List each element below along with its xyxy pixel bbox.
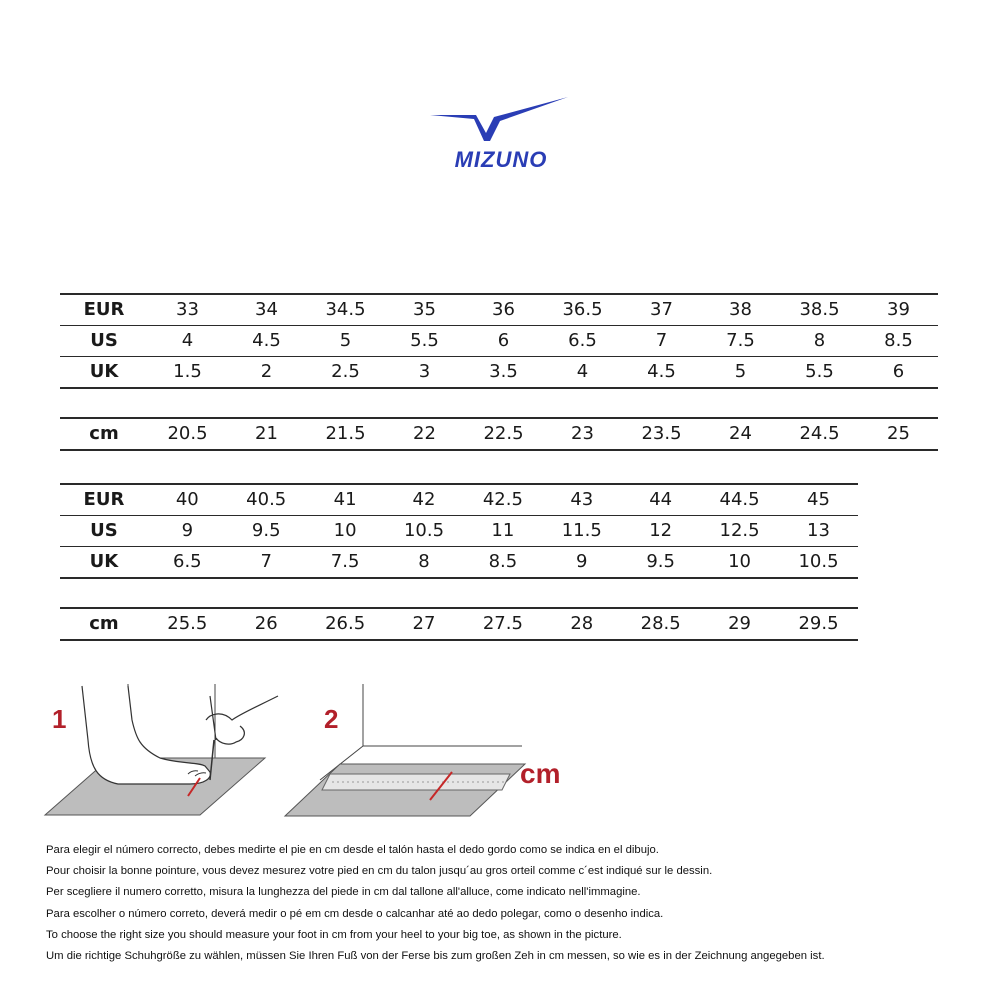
size-cell: 1.5 (148, 357, 227, 389)
size-cell: 34.5 (306, 294, 385, 326)
size-cell: 29 (700, 608, 779, 640)
size-cell: 2 (227, 357, 306, 389)
size-cell: 21 (227, 418, 306, 450)
eur-label: EUR (60, 484, 148, 516)
uk-row (60, 547, 858, 579)
size-cell: 6.5 (543, 326, 622, 357)
size-cell: 8 (780, 326, 859, 357)
instruction-es: Para elegir el número correcto, debes medirte el pie en cm desde el talón hasta el dedo gordo como se indica en el dibujo. (46, 844, 659, 856)
size-cell: 23 (543, 418, 622, 450)
cm-label: cm (60, 608, 148, 640)
size-cell: 5.5 (385, 326, 464, 357)
size-cell: 25.5 (148, 608, 227, 640)
cm-row (60, 608, 858, 640)
size-cell: 26 (227, 608, 306, 640)
size-cell: 12 (621, 516, 700, 547)
size-cell: 29.5 (779, 608, 858, 640)
size-chart-table-1 (60, 293, 938, 451)
size-cell: 23.5 (622, 418, 701, 450)
size-cell: 7 (622, 326, 701, 357)
step-1-number: 1 (52, 704, 67, 734)
size-cell: 34 (227, 294, 306, 326)
measurement-illustrations (40, 680, 600, 820)
spacer-row (60, 388, 938, 418)
brand-wordmark: MIZUNO (454, 147, 548, 171)
size-cell: 4 (148, 326, 227, 357)
size-cell: 27.5 (463, 608, 542, 640)
size-cell: 9 (148, 516, 227, 547)
size-cell: 45 (779, 484, 858, 516)
size-cell: 40.5 (227, 484, 306, 516)
size-cell: 39 (859, 294, 938, 326)
spacer-row (60, 578, 858, 608)
size-cell: 2.5 (306, 357, 385, 389)
size-cell: 24.5 (780, 418, 859, 450)
mizuno-logo (428, 95, 574, 171)
size-cell: 25 (859, 418, 938, 450)
size-cell: 7.5 (306, 547, 385, 579)
size-cell: 41 (306, 484, 385, 516)
instruction-de: Um die richtige Schuhgröße zu wählen, müssen Sie Ihren Fuß von der Ferse bis zum großen Zeh in cm messen, so wie es in der Zeichnung angegeben ist. (46, 949, 825, 962)
size-cell: 24 (701, 418, 780, 450)
size-cell: 38.5 (780, 294, 859, 326)
size-cell: 7 (227, 547, 306, 579)
size-cell: 35 (385, 294, 464, 326)
instruction-pt: Para escolher o número correto, deverá medir o pé em cm desde o calcanhar até ao dedo polegar, como o desenho indica. (46, 907, 664, 920)
size-cell: 6 (464, 326, 543, 357)
size-cell: 5.5 (780, 357, 859, 389)
size-cell: 26.5 (306, 608, 385, 640)
size-cell: 36 (464, 294, 543, 326)
size-cell: 4.5 (227, 326, 306, 357)
ruler-measure-illustration (285, 684, 525, 816)
size-cell: 6 (859, 357, 938, 389)
size-cell: 3.5 (464, 357, 543, 389)
size-cell: 44.5 (700, 484, 779, 516)
size-cell: 11 (463, 516, 542, 547)
size-cell: 4.5 (622, 357, 701, 389)
size-cell: 9 (542, 547, 621, 579)
size-cell: 7.5 (701, 326, 780, 357)
size-cell: 33 (148, 294, 227, 326)
uk-label: UK (60, 547, 148, 579)
step-2-number: 2 (324, 704, 339, 734)
size-cell: 40 (148, 484, 227, 516)
size-cell: 21.5 (306, 418, 385, 450)
us-row (60, 326, 938, 357)
instruction-fr: Pour choisir la bonne pointure, vous devez mesurez votre pied en cm du talon jusqu´au gros orteil comme c´est indiqué sur le dessin. (46, 865, 713, 878)
size-cell: 11.5 (542, 516, 621, 547)
size-cell: 12.5 (700, 516, 779, 547)
size-cell: 4 (543, 357, 622, 389)
us-label: US (60, 326, 148, 357)
eur-row (60, 484, 858, 516)
size-cell: 44 (621, 484, 700, 516)
us-label: US (60, 516, 148, 547)
size-cell: 20.5 (148, 418, 227, 450)
size-cell: 22.5 (464, 418, 543, 450)
size-cell: 43 (542, 484, 621, 516)
size-cell: 28.5 (621, 608, 700, 640)
size-chart-table-2 (60, 483, 858, 641)
size-cell: 10 (700, 547, 779, 579)
size-cell: 28 (542, 608, 621, 640)
us-row (60, 516, 858, 547)
size-cell: 13 (779, 516, 858, 547)
instruction-it: Per scegliere il numero corretto, misura la lunghezza del piede in cm dal tallone all'alluce, come indicato nell'immagine. (46, 886, 641, 899)
runbird-icon (430, 97, 568, 141)
size-cell: 42 (385, 484, 464, 516)
size-cell: 8.5 (463, 547, 542, 579)
size-cell: 42.5 (463, 484, 542, 516)
size-cell: 5 (306, 326, 385, 357)
cm-label: cm (60, 418, 148, 450)
size-cell: 22 (385, 418, 464, 450)
size-cell: 37 (622, 294, 701, 326)
size-cell: 3 (385, 357, 464, 389)
foot-measure-illustration (45, 684, 278, 815)
size-cell: 10.5 (385, 516, 464, 547)
cm-unit-label: cm (520, 758, 561, 789)
uk-row (60, 357, 938, 389)
size-cell: 10.5 (779, 547, 858, 579)
instructions-block (46, 840, 976, 967)
size-cell: 36.5 (543, 294, 622, 326)
size-cell: 9.5 (227, 516, 306, 547)
size-cell: 9.5 (621, 547, 700, 579)
size-cell: 6.5 (148, 547, 227, 579)
instruction-en: To choose the right size you should measure your foot in cm from your heel to your big toe, as shown in the picture. (46, 928, 622, 941)
size-cell: 8 (385, 547, 464, 579)
size-cell: 38 (701, 294, 780, 326)
uk-label: UK (60, 357, 148, 389)
size-cell: 5 (701, 357, 780, 389)
size-cell: 10 (306, 516, 385, 547)
size-cell: 8.5 (859, 326, 938, 357)
eur-label: EUR (60, 294, 148, 326)
eur-row (60, 294, 938, 326)
cm-row (60, 418, 938, 450)
size-cell: 27 (385, 608, 464, 640)
